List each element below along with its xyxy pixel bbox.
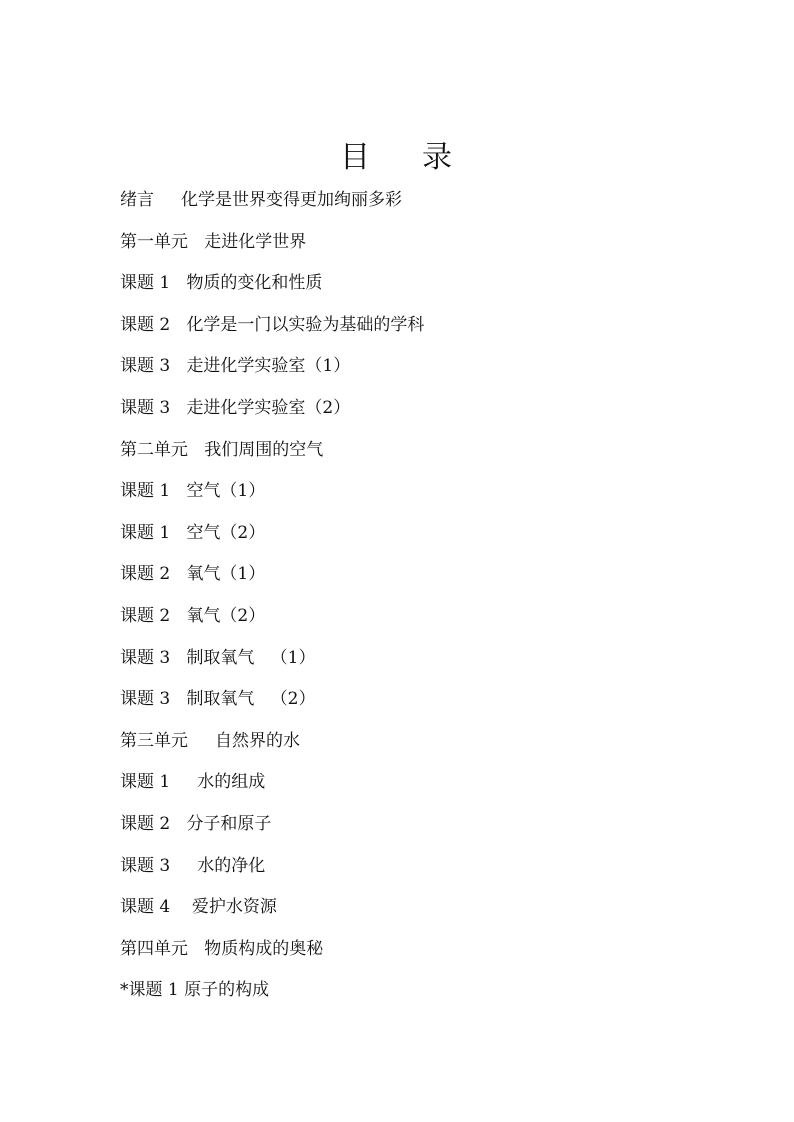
toc-entry-number: 绪言 [120, 190, 182, 210]
toc-entry-label: 自然界的水 [215, 730, 301, 751]
toc-entry-number: 第一单元 [120, 231, 205, 252]
toc-entry-lesson [120, 598, 680, 640]
toc-entry-lesson [120, 556, 680, 598]
toc-entry-number: 课题 1 [120, 522, 187, 543]
toc-entry-lesson [120, 972, 680, 1014]
toc-entry-label: 空气（1） [186, 481, 266, 502]
toc-entry-lesson [120, 348, 680, 390]
toc-title-char-1: 目 [340, 140, 372, 175]
toc-entry-number: 课题 2 [120, 564, 187, 585]
toc-entry-label: 氧气（1） [186, 564, 266, 585]
toc-entry-number: 课题 2 [120, 813, 187, 834]
toc-entry-number: 第二单元 [120, 439, 205, 460]
toc-entry-number: 课题 3 [120, 689, 187, 710]
toc-entry-lesson [120, 806, 680, 848]
toc-entry-number: 课题 2 [120, 605, 187, 626]
toc-entry-label: 走进化学实验室（1） [186, 356, 351, 377]
toc-entry-number: 第四单元 [120, 938, 205, 959]
toc-entry-number: 课题 1 [120, 273, 187, 294]
toc-entry-lesson [120, 473, 680, 515]
toc-entry-label: 分子和原子 [186, 813, 272, 834]
toc-entry-number: *课题 1 [120, 980, 185, 1001]
toc-title-char-2: 录 [422, 140, 454, 175]
toc-entry-unit [120, 224, 680, 266]
toc-entry-label: 原子的构成 [184, 980, 270, 1001]
toc-entry-label: 化学是世界变得更加绚丽多彩 [181, 190, 403, 210]
toc-entry-number: 课题 4 [120, 897, 192, 918]
toc-title [0, 138, 794, 178]
toc-entry-label: 走进化学实验室（2） [186, 397, 351, 418]
toc-entry-number: 课题 3 [120, 356, 187, 377]
toc-entry-number: 课题 1 [120, 772, 198, 793]
toc-entry-number: 第三单元 [120, 730, 216, 751]
toc-entry-label: 化学是一门以实验为基础的学科 [186, 314, 425, 335]
toc-entry-lesson [120, 764, 680, 806]
toc-entry-label: 氧气（2） [186, 605, 266, 626]
toc-entry-lesson [120, 889, 680, 931]
toc-entry-label: 空气（2） [186, 522, 266, 543]
toc-entry-label: 水的组成 [197, 772, 266, 793]
toc-entry-label: 爱护水资源 [191, 897, 277, 918]
toc-entry-preface [120, 182, 680, 224]
toc-entry-lesson [120, 681, 680, 723]
toc-entry-unit [120, 432, 680, 474]
toc-entry-label: 物质的变化和性质 [186, 273, 323, 294]
toc-entry-number: 课题 2 [120, 314, 187, 335]
toc-entry-label: 制取氧气 （1） [186, 647, 316, 668]
toc-entry-lesson [120, 390, 680, 432]
toc-entry-number: 课题 3 [120, 397, 187, 418]
toc-entry-lesson [120, 848, 680, 890]
toc-entry-label: 走进化学世界 [204, 231, 307, 252]
toc-entry-label: 制取氧气 （2） [186, 689, 316, 710]
toc-entry-unit [120, 931, 680, 973]
toc-entry-label: 水的净化 [197, 855, 266, 876]
toc-entry-label: 物质构成的奥秘 [204, 938, 324, 959]
toc-entry-lesson [120, 640, 680, 682]
toc-entry-lesson [120, 307, 680, 349]
toc-entry-lesson [120, 515, 680, 557]
toc-entry-lesson [120, 265, 680, 307]
toc-entry-number: 课题 3 [120, 855, 198, 876]
toc-list [120, 182, 680, 1014]
toc-entry-label: 我们周围的空气 [204, 439, 324, 460]
toc-entry-unit [120, 723, 680, 765]
toc-entry-number: 课题 3 [120, 647, 187, 668]
toc-entry-number: 课题 1 [120, 481, 187, 502]
